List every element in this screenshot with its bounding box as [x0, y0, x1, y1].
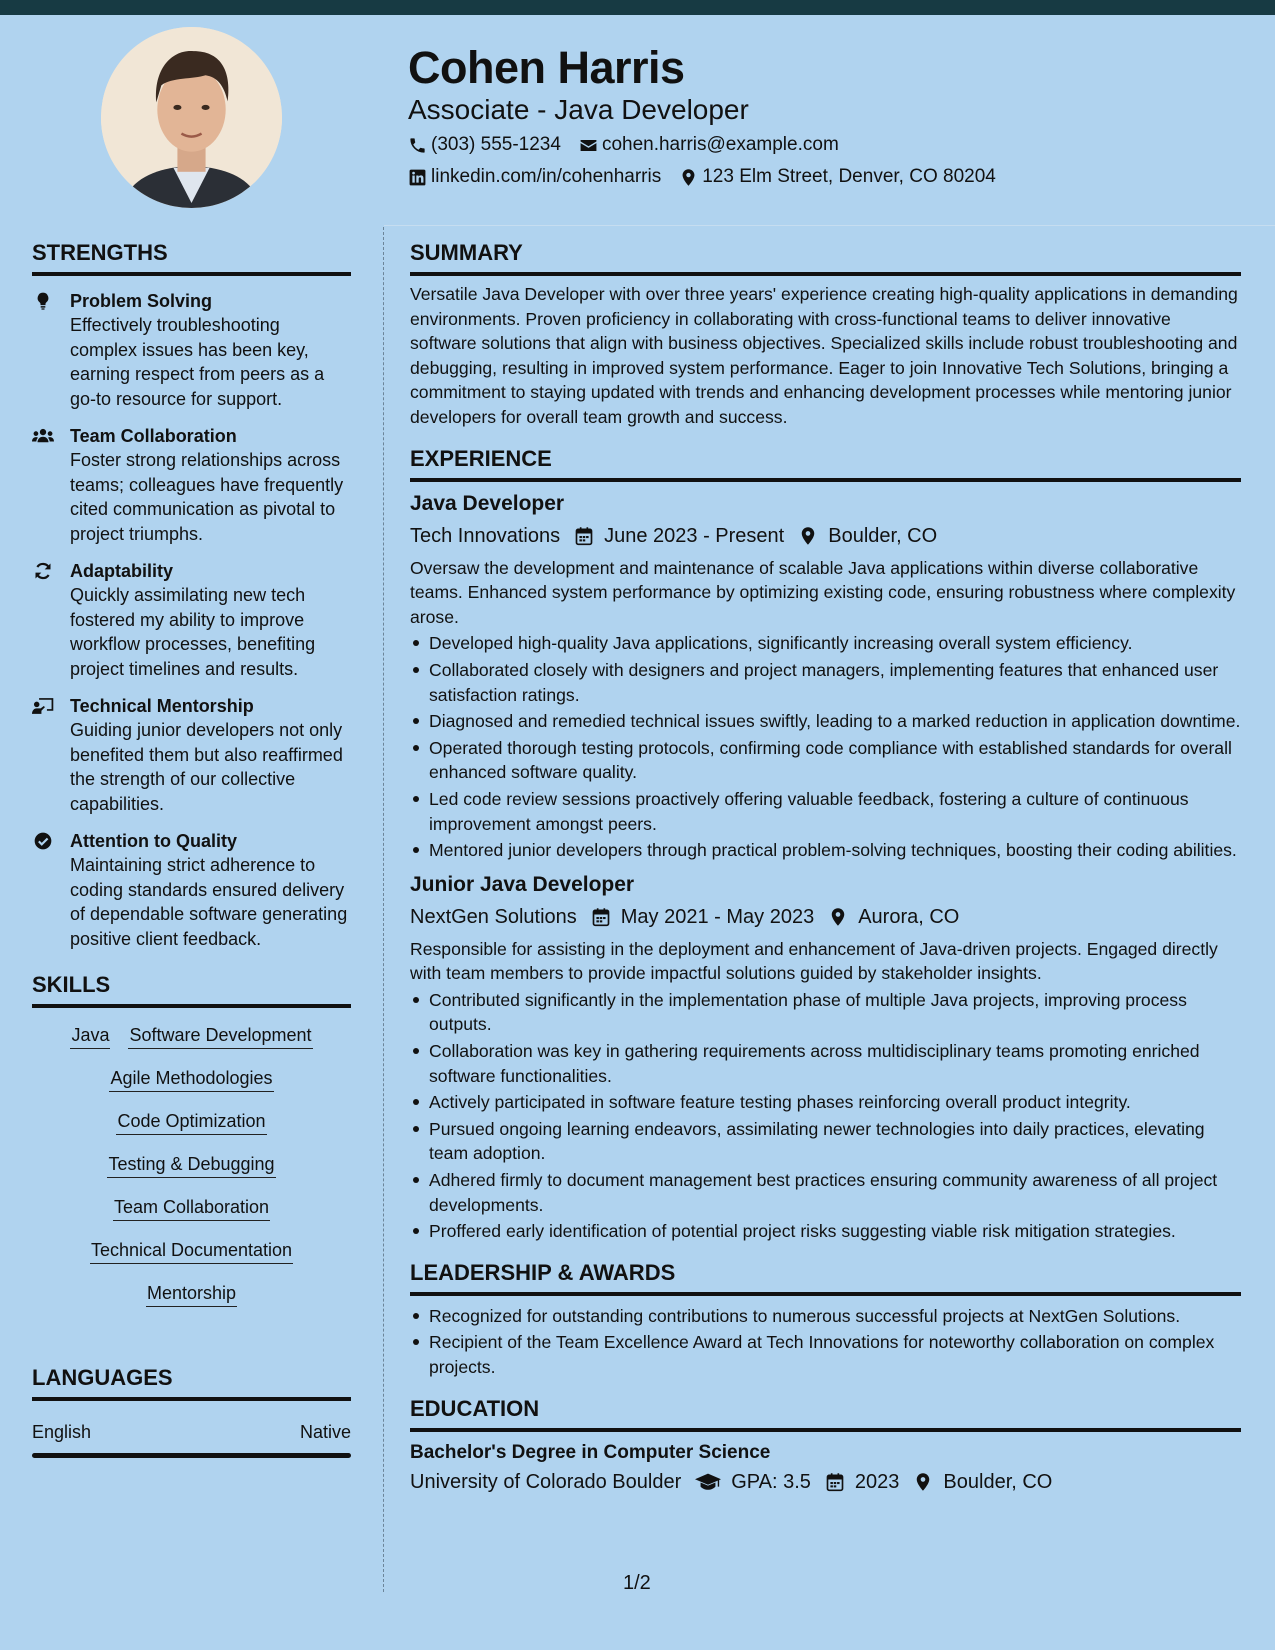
bullet-item: Proffered early identification of potential project risks suggesting viable risk mitigation strategies.	[410, 1219, 1241, 1244]
job-title: Java Developer	[410, 491, 565, 515]
dates-text: June 2023 - Present	[604, 524, 785, 547]
job-company	[410, 522, 560, 550]
strength-desc: Foster strong relationships across teams; colleagues have frequently cited communication as pivotal to project triumphs.	[70, 450, 344, 544]
job-bullets	[410, 988, 1241, 1244]
strength-desc: Quickly assimilating new tech fostered my ability to improve workflow processes, benefiting project timelines and results.	[70, 585, 316, 679]
graduation-cap-icon	[695, 1472, 721, 1492]
calendar-icon	[825, 1472, 845, 1492]
sync-icon	[32, 559, 70, 681]
strengths-heading: STRENGTHS	[32, 240, 351, 276]
map-marker-icon	[913, 1472, 933, 1492]
skills-list	[32, 1024, 351, 1325]
job-location	[828, 903, 959, 931]
summary-text: Versatile Java Developer with over three years' experience creating high-quality applications in demanding environments. Proven proficiency in collaborating with cross-functional teams to deliver innovative software solutions that align with business objectives. Specialized skills include robust troubleshooting and debugging, resulting in improved system performance. Eager to join Innovative Tech Solutions, bringing a commitment to staying updated with trends and enhancing development processes while mentoring junior developers for overall team growth and success.	[410, 284, 1238, 427]
education-heading: EDUCATION	[410, 1396, 1241, 1432]
leadership-bullets	[410, 1304, 1241, 1380]
skill-tag: Technical Documentation	[90, 1239, 293, 1264]
job-bullets	[410, 631, 1241, 862]
education-degree: Bachelor's Degree in Computer Science	[410, 1441, 771, 1463]
strength-item	[32, 559, 351, 681]
address-contact	[679, 166, 996, 188]
strength-item	[32, 694, 351, 816]
language-level: Native	[299, 1422, 351, 1442]
leadership-heading: LEADERSHIP & AWARDS	[410, 1260, 1241, 1296]
bullet-item: Pursued ongoing learning endeavors, assimilating newer technologies into daily practices, elevating team adoption.	[410, 1117, 1241, 1166]
bullet-item: Collaboration was key in gathering requirements across multidisciplinary teams promoting enriched software functionalities.	[410, 1039, 1241, 1088]
strength-item	[32, 424, 351, 546]
email-text: cohen.harris@example.com	[601, 134, 839, 155]
strength-desc: Effectively troubleshooting complex issues has been key, earning respect from peers as a go-to resource for support.	[70, 315, 325, 409]
page-number: 1/2	[623, 1572, 651, 1594]
experience-heading: EXPERIENCE	[410, 446, 1241, 482]
column-divider	[383, 227, 384, 1592]
skill-tag: Mentorship	[146, 1282, 237, 1307]
bullet-item: Adhered firmly to document management best practices ensuring community awareness of all project developments.	[410, 1168, 1241, 1217]
language-proficiency-bar	[32, 1453, 351, 1458]
education-location	[913, 1468, 1052, 1496]
strength-name: Attention to Quality	[70, 831, 237, 851]
skill-tag: Team Collaboration	[113, 1196, 270, 1221]
job-meta	[410, 522, 1241, 550]
education-school	[410, 1468, 681, 1496]
bullet-item: Recipient of the Team Excellence Award at Tech Innovations for noteworthy collaboration on complex projects.	[410, 1330, 1241, 1379]
map-marker-icon	[798, 526, 818, 546]
phone-icon	[408, 136, 427, 155]
strength-item	[32, 289, 351, 411]
school-name: University of Colorado Boulder	[410, 1470, 682, 1493]
bullet-item: Mentored junior developers through practical problem-solving techniques, boosting their coding abilities.	[410, 838, 1241, 863]
skill-tag: Code Optimization	[116, 1110, 266, 1135]
main-content	[410, 240, 1241, 1496]
job-location	[798, 522, 937, 550]
users-icon	[32, 424, 70, 546]
strength-item	[32, 829, 351, 951]
job-meta	[410, 903, 1241, 931]
job-dates	[574, 522, 784, 550]
job-entry	[410, 490, 1241, 863]
candidate-title: Associate - Java Developer	[408, 94, 749, 125]
map-marker-icon	[679, 168, 698, 187]
language-name: English	[32, 1422, 92, 1442]
bullet-item: Recognized for outstanding contributions to numerous successful projects at NextGen Solutions.	[410, 1304, 1241, 1329]
location-text: Boulder, CO	[828, 524, 938, 547]
contact-row-2	[408, 166, 1014, 188]
company-name: Tech Innovations	[410, 524, 561, 547]
job-description: Oversaw the development and maintenance of scalable Java applications within diverse collaborative teams. Enhanced system performance by optimizing existing code, ensuring robustness where complexity arose.	[410, 557, 1236, 627]
phone-text: (303) 555-1234	[431, 134, 561, 155]
education-year	[825, 1468, 900, 1496]
strength-name: Adaptability	[70, 561, 174, 581]
location-text: Boulder, CO	[943, 1470, 1053, 1493]
lightbulb-icon	[32, 289, 70, 411]
location-text: Aurora, CO	[858, 905, 960, 928]
top-bar	[0, 0, 1275, 15]
skills-heading: SKILLS	[32, 972, 351, 1008]
job-dates	[591, 903, 814, 931]
bullet-item: Contributed significantly in the implementation phase of multiple Java projects, improving process outputs.	[410, 988, 1241, 1037]
summary-heading: SUMMARY	[410, 240, 1241, 276]
calendar-icon	[591, 907, 611, 927]
skill-tag: Testing & Debugging	[107, 1153, 275, 1178]
bullet-item: Developed high-quality Java applications, significantly increasing overall system efficiency.	[410, 631, 1241, 656]
skill-tag: Java	[70, 1024, 110, 1049]
strength-name: Technical Mentorship	[70, 696, 254, 716]
email-contact[interactable]	[579, 134, 839, 156]
strength-name: Problem Solving	[70, 291, 213, 311]
strength-name: Team Collaboration	[70, 426, 237, 446]
job-entry	[410, 871, 1241, 1244]
profile-photo	[101, 27, 282, 208]
dates-text: May 2021 - May 2023	[620, 905, 815, 928]
sidebar	[32, 240, 351, 1458]
education-meta	[410, 1468, 1241, 1496]
job-company	[410, 903, 577, 931]
bullet-item: Actively participated in software feature testing phases reinforcing overall product integrity.	[410, 1090, 1241, 1115]
skill-tag: Software Development	[128, 1024, 312, 1049]
language-item	[32, 1422, 351, 1443]
envelope-icon	[579, 136, 598, 155]
calendar-icon	[574, 526, 594, 546]
gpa-text: GPA: 3.5	[731, 1470, 811, 1493]
linkedin-icon	[408, 168, 427, 187]
check-circle-icon	[32, 829, 70, 951]
job-description: Responsible for assisting in the deployment and enhancement of Java-driven projects. Engaged directly with team members to provide impactful solutions guided by stakeholder insights.	[410, 938, 1218, 984]
bullet-item: Led code review sessions proactively offering valuable feedback, fostering a culture of continuous improvement amongst peers.	[410, 787, 1241, 836]
phone-contact[interactable]	[408, 134, 561, 156]
languages-heading: LANGUAGES	[32, 1365, 351, 1401]
year-text: 2023	[854, 1470, 900, 1493]
skill-tag: Agile Methodologies	[109, 1067, 273, 1092]
chalkboard-teacher-icon	[32, 694, 70, 816]
company-name: NextGen Solutions	[410, 905, 577, 928]
map-marker-icon	[828, 907, 848, 927]
strength-desc: Maintaining strict adherence to coding standards ensured delivery of dependable software generating positive client feedback.	[70, 855, 348, 949]
strength-desc: Guiding junior developers not only benefited them but also reaffirmed the strength of our collective capabilities.	[70, 720, 343, 814]
bullet-item: Collaborated closely with designers and project managers, implementing features that enhanced user satisfaction ratings.	[410, 658, 1241, 707]
header-divider	[384, 225, 1275, 226]
contact-row-1	[408, 134, 857, 156]
education-gpa	[695, 1468, 811, 1496]
address-text: 123 Elm Street, Denver, CO 80204	[702, 166, 996, 187]
bullet-item: Diagnosed and remedied technical issues swiftly, leading to a marked reduction in application downtime.	[410, 709, 1241, 734]
linkedin-text: linkedin.com/in/cohenharris	[431, 166, 662, 187]
candidate-name: Cohen Harris	[408, 42, 685, 93]
bullet-item: Operated thorough testing protocols, confirming code compliance with established standards for overall enhanced software quality.	[410, 736, 1241, 785]
job-title: Junior Java Developer	[410, 872, 635, 896]
linkedin-contact[interactable]	[408, 166, 661, 188]
